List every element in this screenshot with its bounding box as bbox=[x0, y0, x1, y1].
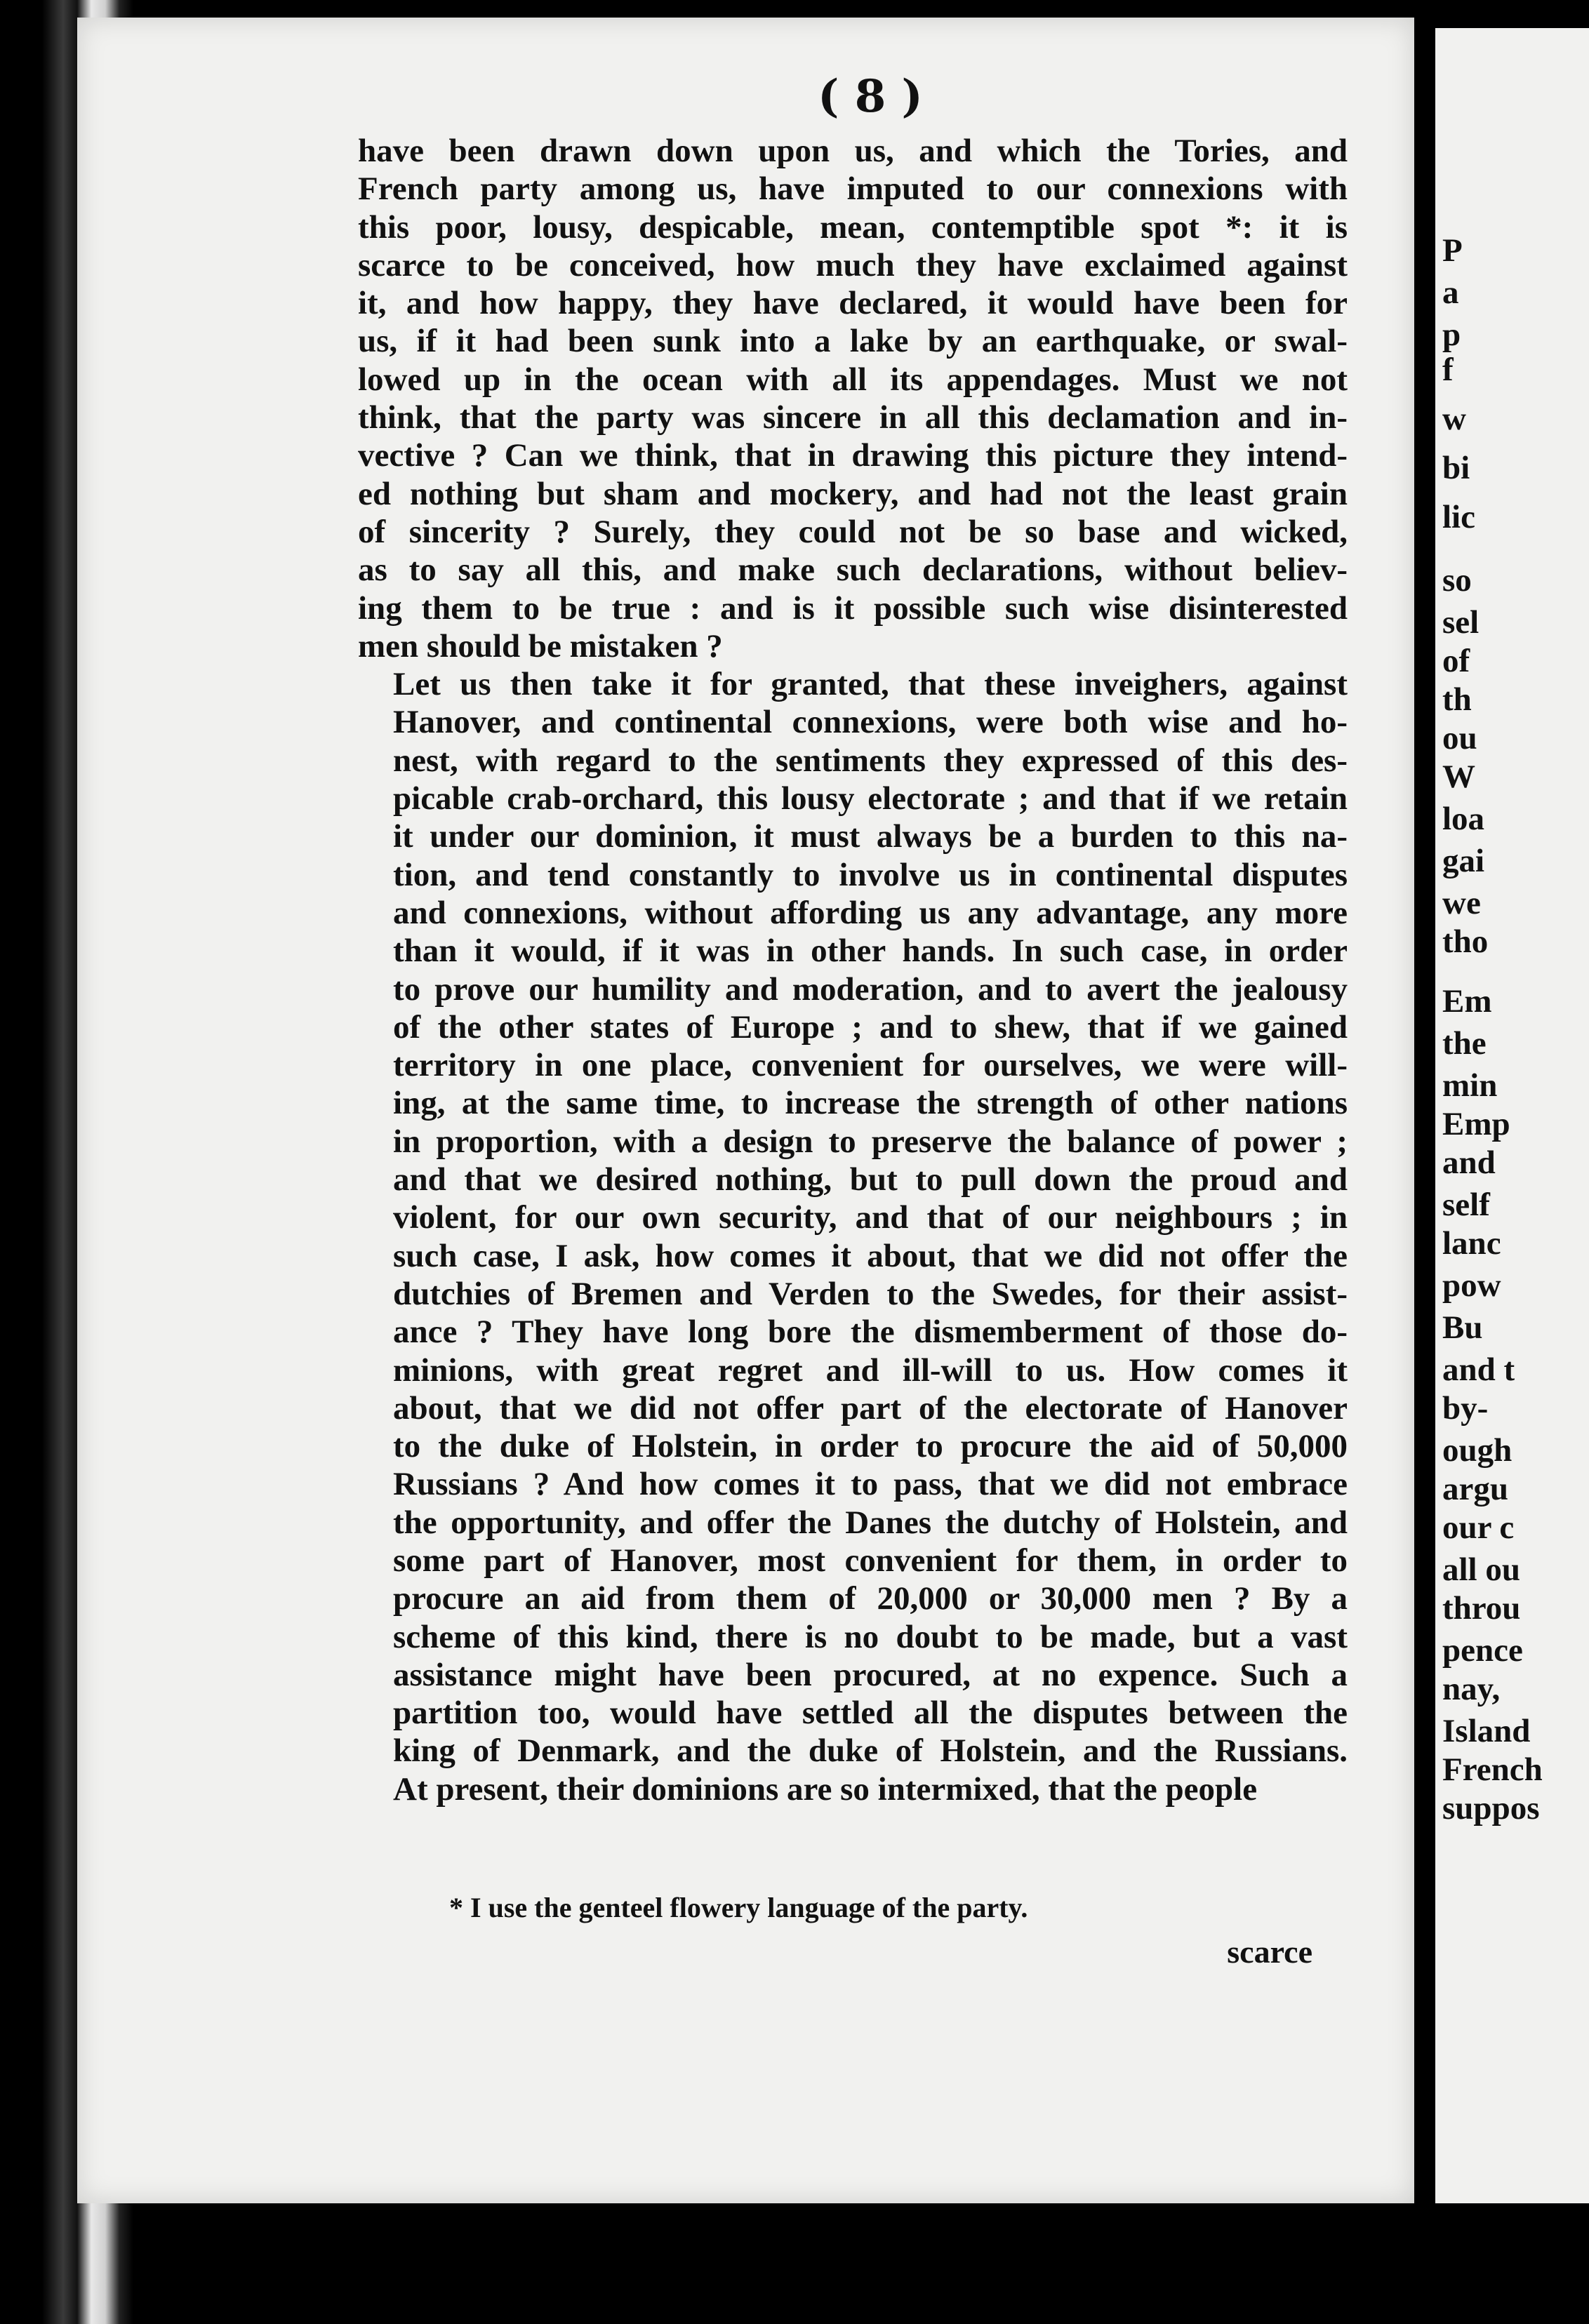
adjacent-fragment: bi bbox=[1442, 450, 1470, 486]
text-line: lowed up in the ocean with all its appendages. Must we not bbox=[358, 361, 1348, 398]
adjacent-fragment: argu bbox=[1442, 1471, 1508, 1507]
adjacent-fragment: ough bbox=[1442, 1432, 1512, 1469]
text-line: vective ? Can we think, that in drawing this picture they intend- bbox=[358, 437, 1348, 474]
footnote: * I use the genteel flowery language of the party. bbox=[449, 1892, 1028, 1923]
text-line: us, if it had been sunk into a lake by an earthquake, or swal- bbox=[358, 323, 1348, 360]
adjacent-fragment: French bbox=[1442, 1751, 1543, 1788]
adjacent-fragment: lic bbox=[1442, 499, 1475, 535]
text-line: Let us then take it for granted, that these inveighers, against bbox=[393, 666, 1348, 703]
text-line: it, and how happy, they have declared, it would have been for bbox=[358, 285, 1348, 322]
text-line: in proportion, with a design to preserve the balance of power ; bbox=[393, 1123, 1348, 1160]
text-line: picable crab-orchard, this lousy electorate ; and that if we retain bbox=[393, 780, 1348, 817]
adjacent-fragment: P bbox=[1442, 232, 1463, 269]
text-line: scheme of this kind, there is no doubt to be made, but a vast bbox=[393, 1618, 1348, 1655]
adjacent-fragment: and t bbox=[1442, 1351, 1515, 1388]
adjacent-fragment: loa bbox=[1442, 801, 1485, 837]
text-line: assistance might have been procured, at no expence. Such a bbox=[393, 1656, 1348, 1693]
text-line: ing, at the same time, to increase the strength of other nations bbox=[393, 1085, 1348, 1122]
text-line: it under our dominion, it must always be a burden to this na- bbox=[393, 818, 1348, 855]
adjacent-fragment: all ou bbox=[1442, 1551, 1521, 1588]
text-line: nest, with regard to the sentiments they expressed of this des- bbox=[393, 742, 1348, 779]
adjacent-fragment: tho bbox=[1442, 923, 1489, 960]
text-line: king of Denmark, and the duke of Holstein, and the Russians. bbox=[393, 1732, 1348, 1770]
text-line: dutchies of Bremen and Verden to the Swedes, for their assist- bbox=[393, 1275, 1348, 1312]
text-line: to prove our humility and moderation, and to avert the jealousy bbox=[393, 970, 1348, 1008]
text-line: procure an aid from them of 20,000 or 30,000 men ? By a bbox=[393, 1580, 1348, 1617]
adjacent-fragment: nay, bbox=[1442, 1671, 1501, 1707]
adjacent-fragment: and bbox=[1442, 1144, 1496, 1181]
text-line: At present, their dominions are so intermixed, that the people bbox=[393, 1770, 1258, 1808]
text-line: men should be mistaken ? bbox=[358, 627, 723, 665]
adjacent-fragment: pence bbox=[1442, 1632, 1523, 1669]
text-line: and connexions, without affording us any advantage, any more bbox=[393, 894, 1348, 931]
adjacent-fragment: ou bbox=[1442, 720, 1477, 756]
adjacent-fragment: gai bbox=[1442, 843, 1485, 879]
adjacent-fragment: of bbox=[1442, 643, 1470, 679]
page-number: ( 8 ) bbox=[818, 70, 923, 123]
adjacent-fragment: throu bbox=[1442, 1590, 1521, 1627]
paragraph-2 bbox=[358, 665, 1348, 1808]
adjacent-page bbox=[1435, 28, 1589, 2203]
text-line: have been drawn down upon us, and which the Tories, and bbox=[358, 133, 1348, 169]
text-line: about, that we did not offer part of the electorate of Hanover bbox=[393, 1389, 1348, 1427]
adjacent-fragment: w bbox=[1442, 401, 1466, 437]
adjacent-fragment: our c bbox=[1442, 1509, 1515, 1546]
adjacent-fragment: a bbox=[1442, 274, 1459, 311]
adjacent-fragment: f bbox=[1442, 352, 1454, 388]
adjacent-fragment: the bbox=[1442, 1025, 1487, 1062]
adjacent-fragment: Island bbox=[1442, 1713, 1531, 1749]
text-line: to the duke of Holstein, in order to procure the aid of 50,000 bbox=[393, 1428, 1348, 1465]
text-line: than it would, if it was in other hands. In such case, in order bbox=[393, 933, 1348, 970]
catchword: scarce bbox=[1227, 1934, 1312, 1970]
adjacent-fragment: th bbox=[1442, 681, 1472, 718]
adjacent-fragment: by- bbox=[1442, 1390, 1489, 1427]
text-line: think, that the party was sincere in all this declamation and in- bbox=[358, 399, 1348, 436]
text-line: as to say all this, and make such declarations, without believ- bbox=[358, 552, 1348, 589]
text-line: some part of Hanover, most convenient for them, in order to bbox=[393, 1542, 1348, 1579]
text-line: violent, for our own security, and that of our neighbours ; in bbox=[393, 1199, 1348, 1236]
text-line: territory in one place, convenient for ourselves, we were will- bbox=[393, 1047, 1348, 1084]
adjacent-fragment: sel bbox=[1442, 604, 1480, 641]
adjacent-fragment: suppos bbox=[1442, 1790, 1540, 1827]
adjacent-fragment: min bbox=[1442, 1067, 1498, 1104]
text-line: ance ? They have long bore the dismemberment of those do- bbox=[393, 1314, 1348, 1351]
text-line: tion, and tend constantly to involve us in continental disputes bbox=[393, 856, 1348, 893]
adjacent-fragment: p bbox=[1442, 316, 1461, 353]
adjacent-fragment: lanc bbox=[1442, 1225, 1501, 1262]
adjacent-fragment: pow bbox=[1442, 1267, 1501, 1304]
adjacent-fragment: we bbox=[1442, 885, 1481, 921]
text-line: Hanover, and continental connexions, were both wise and ho- bbox=[393, 704, 1348, 741]
adjacent-fragment: Em bbox=[1442, 983, 1492, 1020]
text-line: minions, with great regret and ill-will to us. How comes it bbox=[393, 1351, 1348, 1389]
text-line: such case, I ask, how comes it about, that we did not offer the bbox=[393, 1237, 1348, 1274]
adjacent-fragment: Emp bbox=[1442, 1106, 1510, 1142]
text-line: ing them to be true : and is it possible such wise disinterested bbox=[358, 589, 1348, 627]
text-line: partition too, would have settled all the disputes between the bbox=[393, 1695, 1348, 1732]
body-text bbox=[358, 132, 1348, 1808]
adjacent-fragment: so bbox=[1442, 562, 1472, 599]
text-line: Russians ? And how comes it to pass, that we did not embrace bbox=[393, 1466, 1348, 1503]
text-line: ed nothing but sham and mockery, and had not the least grain bbox=[358, 475, 1348, 512]
paragraph-1 bbox=[358, 132, 1348, 665]
text-line: scarce to be conceived, how much they have exclaimed against bbox=[358, 246, 1348, 283]
text-line: the opportunity, and offer the Danes the dutchy of Holstein, and bbox=[393, 1504, 1348, 1541]
text-line: French party among us, have imputed to our connexions with bbox=[358, 171, 1348, 208]
adjacent-fragment: self bbox=[1442, 1187, 1490, 1223]
text-line: and that we desired nothing, but to pull down the proud and bbox=[393, 1161, 1348, 1198]
adjacent-fragment: W bbox=[1442, 759, 1475, 795]
adjacent-fragment: Bu bbox=[1442, 1309, 1483, 1346]
text-line: of sincerity ? Surely, they could not be so base and wicked, bbox=[358, 513, 1348, 550]
text-line: of the other states of Europe ; and to shew, that if we gained bbox=[393, 1008, 1348, 1046]
text-line: this poor, lousy, despicable, mean, contemptible spot *: it is bbox=[358, 208, 1348, 246]
